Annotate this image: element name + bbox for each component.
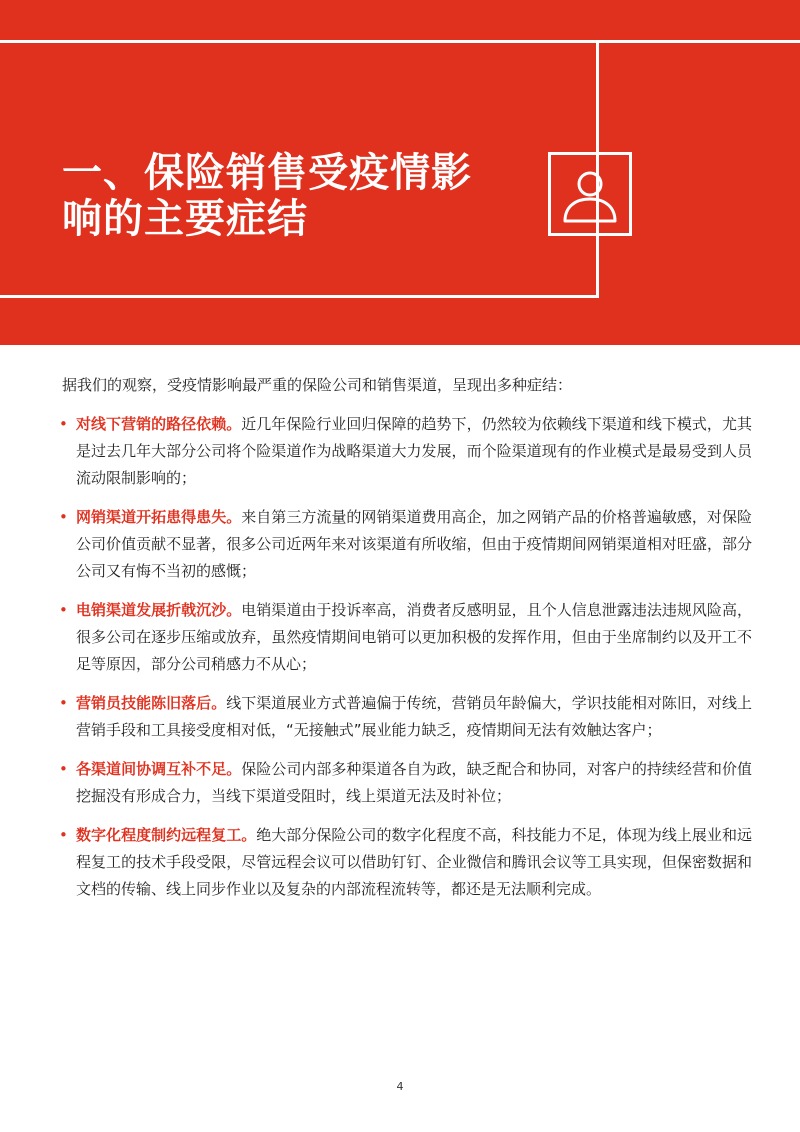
intro-paragraph: 据我们的观察，受疫情影响最严重的保险公司和销售渠道，呈现出多种症结： (62, 376, 573, 394)
bullet-dot-icon: • (59, 694, 68, 712)
title-line-1: 一、保险销售受疫情影 (62, 150, 472, 196)
bullet-text: 来自第三方流量的网销渠道费用高企，加之网销产品的价格普遍敏感，对保险公司价值贡献不显著，很多公司近两年来对该渠道有所收缩，但由于疫情期间网销渠道相对旺盛，部分公司又有悔不当初的感慨； (76, 508, 752, 580)
list-item (59, 597, 752, 678)
bullet-text: 线下渠道展业方式普遍偏于传统，营销员年龄偏大，学识技能相对陈旧，对线上营销手段和工具接受度相对低，“无接触式”展业能力缺乏，疫情期间无法有效触达客户； (76, 694, 752, 739)
main-content (59, 372, 752, 915)
person-icon-frame (548, 152, 632, 236)
bullet-title: 数字化程度制约远程复工。 (76, 826, 257, 844)
bullet-title: 电销渠道发展折戟沉沙。 (76, 601, 242, 619)
frame-line-right-horizontal (596, 40, 800, 43)
bullet-dot-icon: • (59, 415, 68, 433)
bullet-title: 网销渠道开拓患得患失。 (76, 508, 242, 526)
bullet-dot-icon: • (59, 601, 68, 619)
bullet-title: 对线下营销的路径依赖。 (76, 415, 242, 433)
list-item (59, 690, 752, 744)
bullet-text: 绝大部分保险公司的数字化程度不高，科技能力不足，体现为线上展业和远程复工的技术手段受限，尽管远程会议可以借助钉钉、企业微信和腾讯会议等工具实现，但保密数据和文档的传输、线上同步作业以及复杂的内部流程流转等，都还是无法顺利完成。 (76, 826, 752, 898)
bullet-dot-icon: • (59, 826, 68, 844)
header-banner (0, 0, 800, 345)
title-line-2: 响的主要症结 (62, 196, 308, 242)
list-item (59, 756, 752, 810)
bullet-title: 各渠道间协调互补不足。 (76, 760, 242, 778)
bullet-dot-icon: • (59, 508, 68, 526)
list-item (59, 411, 752, 492)
bullet-title: 营销员技能陈旧落后。 (76, 694, 227, 712)
bullet-text: 近几年保险行业回归保障的趋势下，仍然较为依赖线下渠道和线下模式，尤其是过去几年大部分公司将个险渠道作为战略渠道大力发展，而个险渠道现有的作业模式是最易受到人员流动限制影响的； (76, 415, 752, 487)
list-item (59, 822, 752, 903)
bullet-dot-icon: • (59, 760, 68, 778)
symptom-list (59, 411, 752, 903)
list-item (59, 504, 752, 585)
frame-line-bottom (0, 295, 599, 298)
bullet-text: 保险公司内部多种渠道各自为政，缺乏配合和协同，对客户的持续经营和价值挖掘没有形成合力，当线下渠道受阻时，线上渠道无法及时补位； (76, 760, 752, 805)
bullet-text: 电销渠道由于投诉率高，消费者反感明显，且个人信息泄露违法违规风险高，很多公司在逐步压缩或放弃，虽然疫情期间电销可以更加积极的发挥作用，但由于坐席制约以及开工不足等原因，部分公司稍感力不从心； (76, 601, 752, 673)
page-title (62, 150, 542, 242)
page-number: 4 (396, 1080, 404, 1093)
person-icon (551, 155, 629, 233)
